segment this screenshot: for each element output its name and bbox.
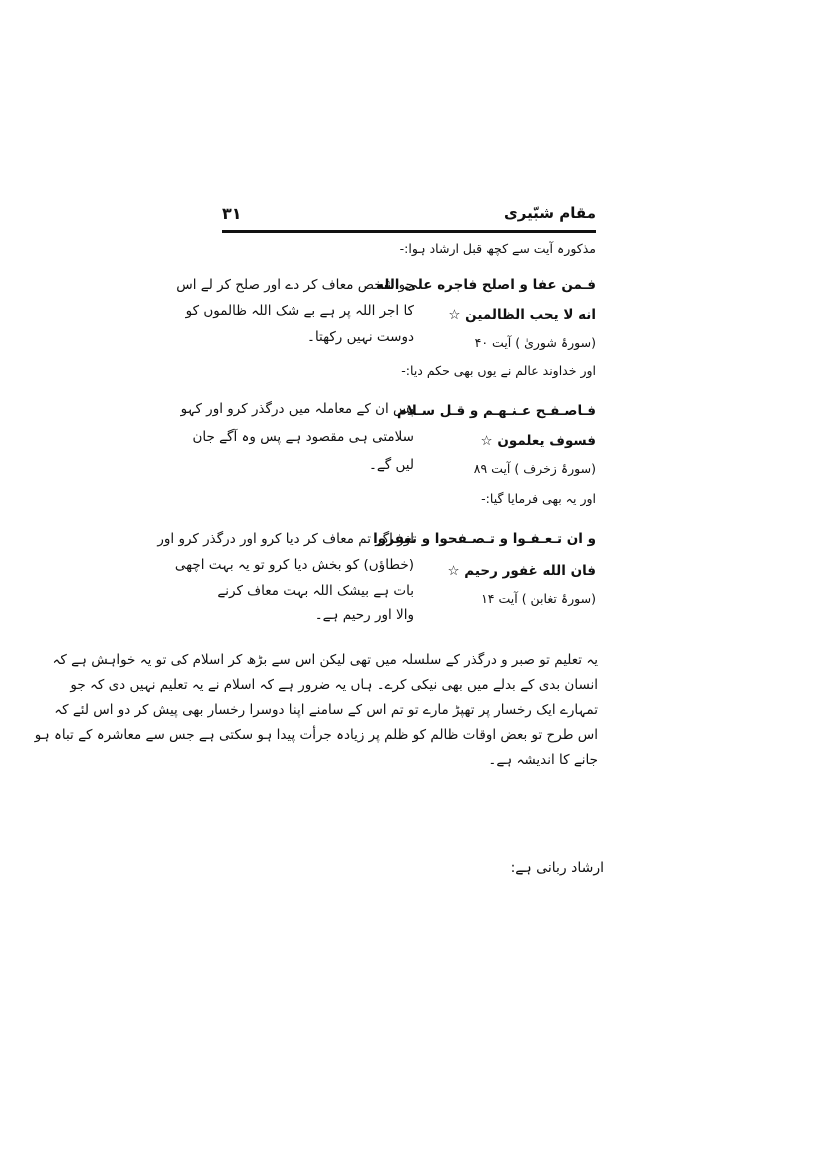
translation-line: اور اگر تم معاف کر دیا کرو اور درگذر کرو اور (157, 531, 414, 547)
paragraph-line: اس طرح تو بعض اوقات ظالم کو ظلم پر زیادہ جرأت پیدا ہو سکتی ہے جس سے معاشرہ کے تباہ ہو (34, 727, 598, 743)
arabic-verse-line: فسوف یعلمون ☆ (480, 433, 596, 449)
page-header (222, 198, 596, 228)
arabic-verse-line: فان الله غفور رحیم ☆ (447, 563, 596, 579)
arabic-verse-line: فـاصـفـح عـنـهـم و قـل سـلام (396, 403, 596, 419)
book-title: مقام شبّیری (503, 204, 596, 222)
intro-line-3: اور یہ بھی فرمایا گیا:- (481, 491, 596, 506)
body-paragraph (34, 648, 598, 773)
translation-line: لیں گے۔ (368, 457, 414, 473)
verse-reference: (سورۂ زخرف ) آیت ۸۹ (473, 461, 596, 476)
arabic-verse-line: فـمن عفا و اصلح فاجره علی الله (376, 277, 596, 293)
translation-line: دوست نہیں رکھتا۔ (307, 329, 414, 345)
paragraph-line: یہ تعلیم تو صبر و درگذر کے سلسلہ میں تھی لیکن اس سے بڑھ کر اسلام کی تو یہ خواہش ہے کہ (52, 652, 598, 668)
page-number: ۳۱ (222, 203, 242, 223)
translation-line: پس ان کے معاملہ میں درگذر کرو اور کہو (180, 401, 414, 417)
translation-line: (خطاؤں) کو بخش دیا کرو تو یہ بہت اچھی (174, 557, 414, 573)
translation-line: سلامتی ہی مقصود ہے پس وہ آگے جان (192, 429, 414, 445)
intro-line-1: مذکورہ آیت سے کچھ قبل ارشاد ہوا:- (399, 241, 596, 256)
intro-line-2: اور خداوند عالم نے یوں بھی حکم دیا:- (401, 363, 596, 378)
translation-line: کا اجر اللہ پر ہے بے شک اللہ ظالموں کو (185, 303, 414, 319)
paragraph-line: جانے کا اندیشہ ہے۔ (488, 752, 598, 768)
paragraph-line: تمہارے ایک رخسار پر تھپڑ مارے تو تم اس کے سامنے اپنا دوسرا رخسار بھی پیش کر دو اس لئے کہ (54, 702, 598, 718)
paragraph-line: انسان بدی کے بدلے میں بھی نیکی کرے۔ ہاں یہ ضرور ہے کہ اسلام نے یہ تعلیم نہیں دی کہ جو (70, 677, 598, 693)
verse-reference: (سورۂ تغابن ) آیت ۱۴ (481, 591, 596, 606)
arabic-verse-line: انه لا یحب الظالمین ☆ (448, 307, 596, 323)
verse-reference: (سورۂ شوریٰ ) آیت ۴۰ (474, 335, 596, 350)
translation-line: والا اور رحیم ہے۔ (314, 607, 414, 623)
header-rule (222, 230, 596, 233)
arabic-verse-line: و ان تـعـفـوا و تـصـفحوا و تغفروا (373, 531, 596, 547)
translation-line: بات ہے بیشک اللہ بہت معاف کرنے (217, 583, 414, 599)
closing-line: ارشاد ربانی ہے: (510, 860, 604, 876)
translation-line: جو شخص معاف کر دے اور صلح کر لے اس (176, 277, 414, 293)
